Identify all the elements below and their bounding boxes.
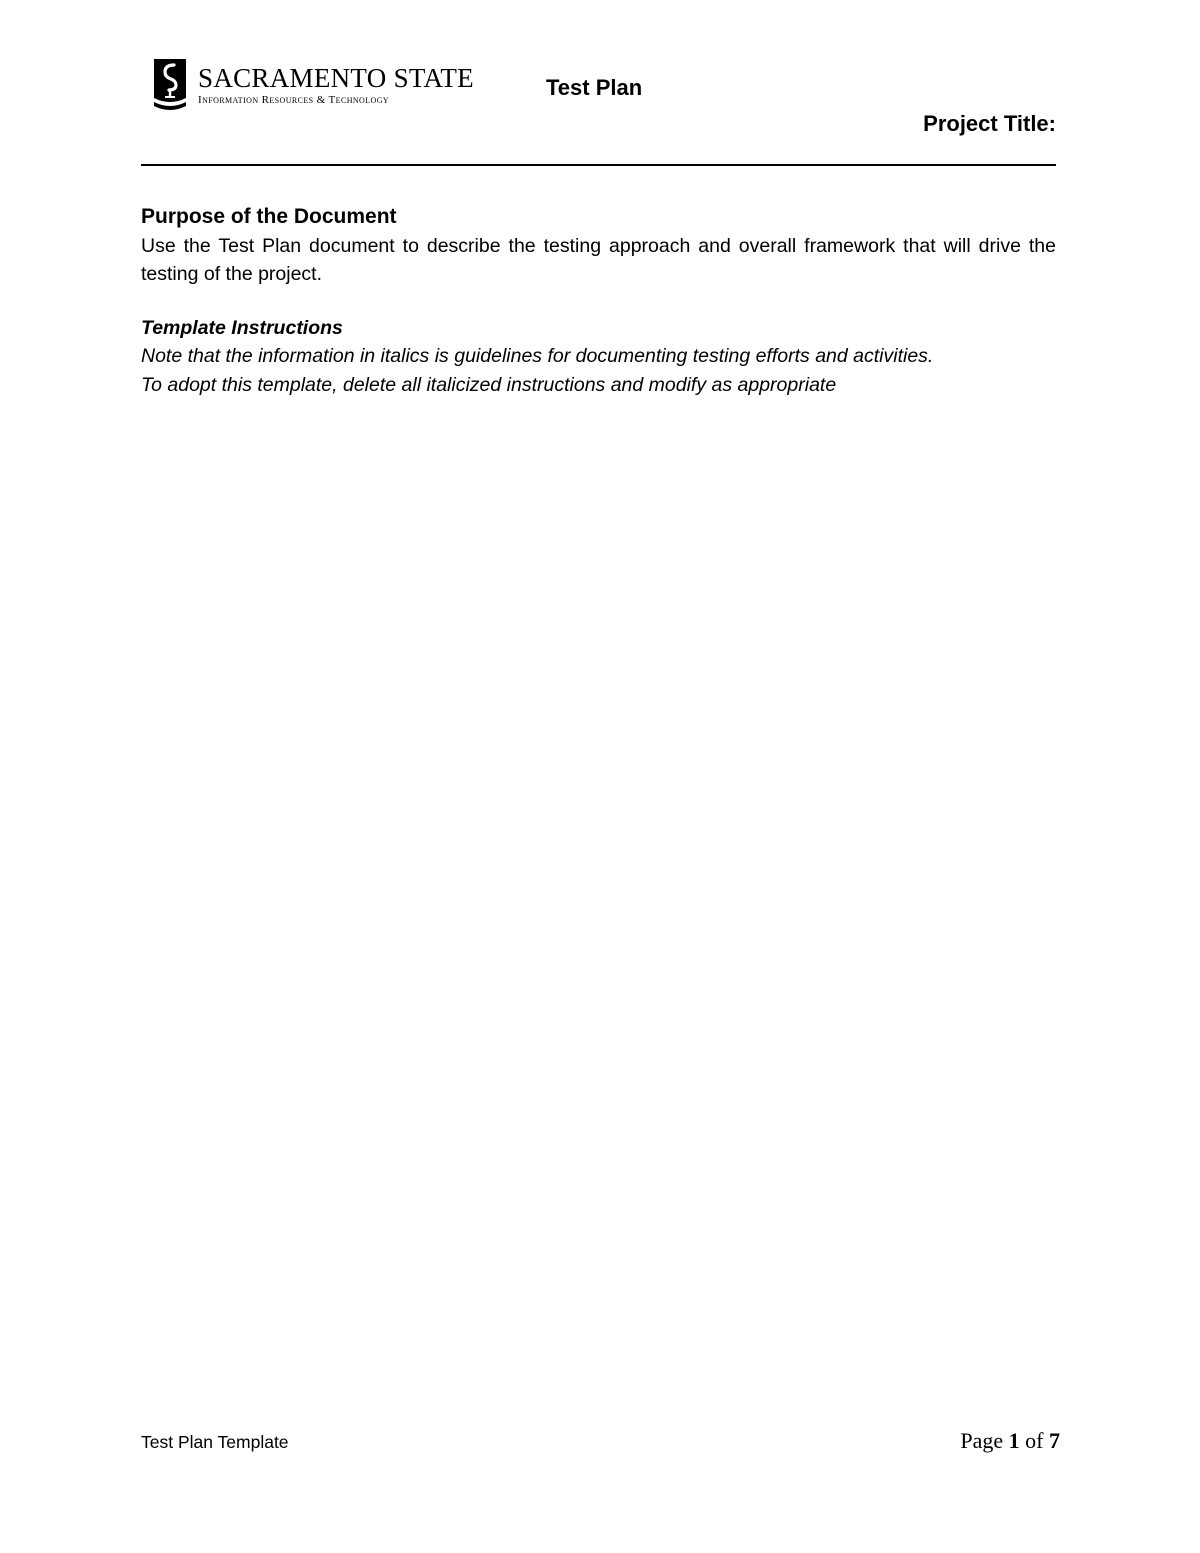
footer-page-number — [960, 1428, 1060, 1454]
document-body — [141, 202, 1056, 400]
footer-document-name: Test Plan Template — [141, 1432, 289, 1452]
purpose-body: Use the Test Plan document to describe the testing approach and overall framework that will drive the testing of the project. — [141, 235, 1056, 285]
project-title-label: Project Title: — [923, 111, 1056, 136]
document-title: Test Plan — [546, 75, 643, 100]
page-of: of — [1025, 1428, 1044, 1453]
logo-subtitle: Information Resources & Technology — [198, 93, 390, 106]
sacramento-state-logo — [150, 54, 474, 116]
torch-s-emblem-icon — [150, 56, 190, 114]
page-label: Page — [960, 1428, 1004, 1453]
instructions-line: To adopt this template, delete all italicized instructions and modify as appropriate — [141, 374, 837, 396]
instructions-heading: Template Instructions — [141, 317, 343, 339]
logo-name: SACRAMENTO STATE — [198, 62, 474, 93]
page-total: 7 — [1049, 1428, 1060, 1453]
page-current: 1 — [1008, 1428, 1020, 1453]
purpose-heading: Purpose of the Document — [141, 205, 397, 228]
instructions-line: Note that the information in italics is guidelines for documenting testing efforts and activities. — [141, 345, 934, 367]
header-divider — [141, 164, 1056, 166]
